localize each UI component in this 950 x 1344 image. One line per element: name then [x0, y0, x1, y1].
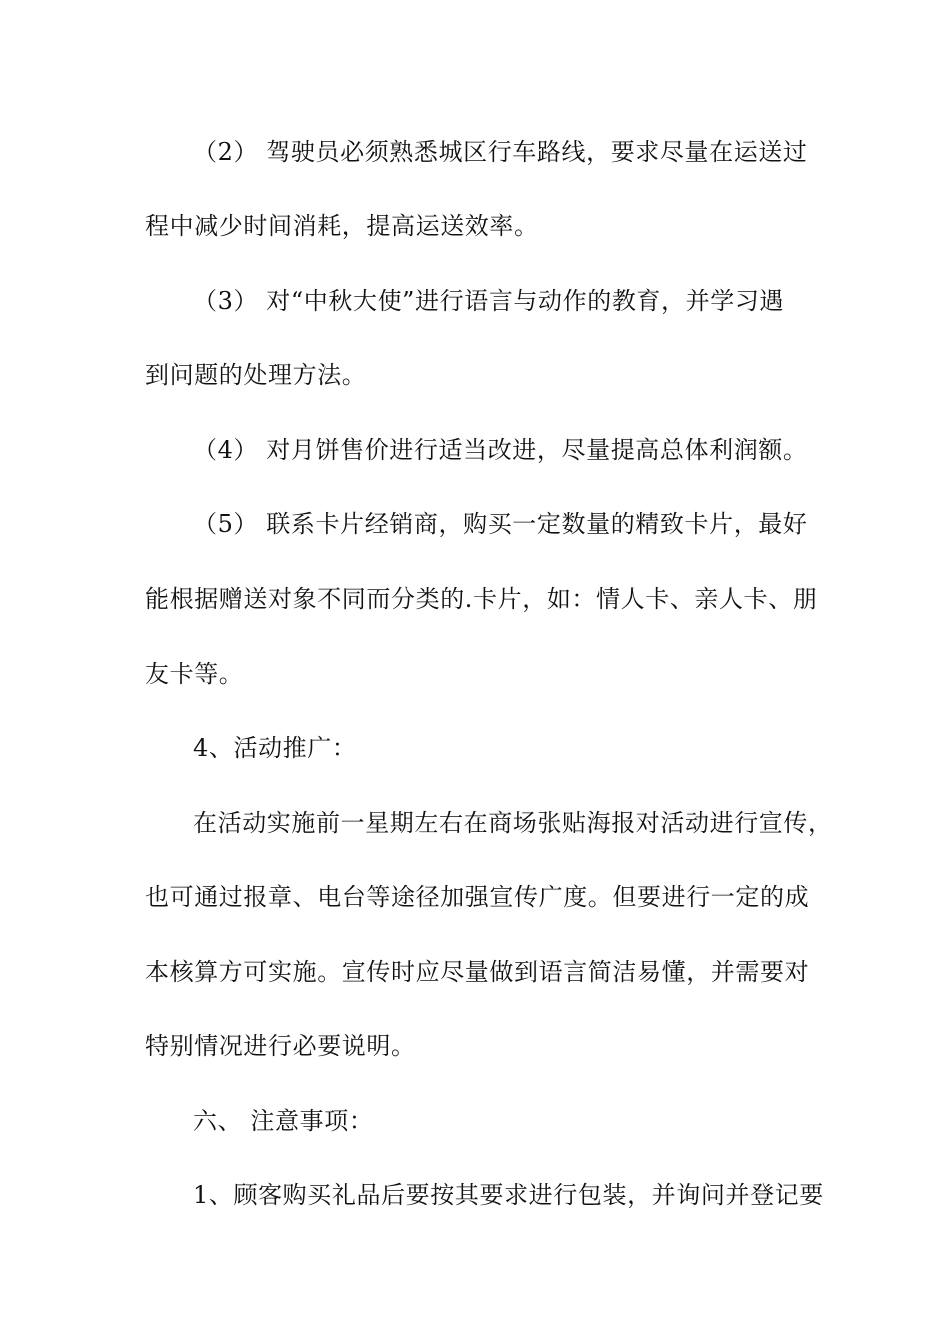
paragraph-line-1: （2） 驾驶员必须熟悉城区行车路线，要求尽量在运送过 [193, 138, 808, 166]
paragraph-line-5: （4） 对月饼售价进行适当改进，尽量提高总体利润额。 [193, 436, 808, 464]
paragraph-line-12: 本核算方可实施。宣传时应尽量做到语言简洁易懂，并需要对 [145, 958, 810, 986]
paragraph-line-11: 也可通过报章、电台等途径加强宣传广度。但要进行一定的成 [145, 883, 810, 911]
paragraph-line-7: 能根据赠送对象不同而分类的.卡片，如：情人卡、亲人卡、朋 [145, 585, 818, 613]
section-heading-notes: 六、 注意事项： [193, 1107, 374, 1135]
paragraph-line-4: 到问题的处理方法。 [145, 361, 367, 389]
paragraph-line-13: 特别情况进行必要说明。 [145, 1032, 416, 1060]
paragraph-line-15: 1、顾客购买礼品后要按其要求进行包装，并询问并登记要 [193, 1181, 824, 1209]
paragraph-line-3: （3） 对“中秋大使”进行语言与动作的教育，并学习遇 [193, 287, 785, 315]
paragraph-line-8: 友卡等。 [145, 660, 244, 688]
section-heading-activity-promotion: 4、活动推广： [193, 734, 357, 762]
paragraph-line-10: 在活动实施前一星期左右在商场张贴海报对活动进行宣传， [193, 809, 833, 837]
paragraph-line-6: （5） 联系卡片经销商，购买一定数量的精致卡片，最好 [193, 510, 808, 538]
paragraph-line-2: 程中减少时间消耗，提高运送效率。 [145, 212, 539, 240]
